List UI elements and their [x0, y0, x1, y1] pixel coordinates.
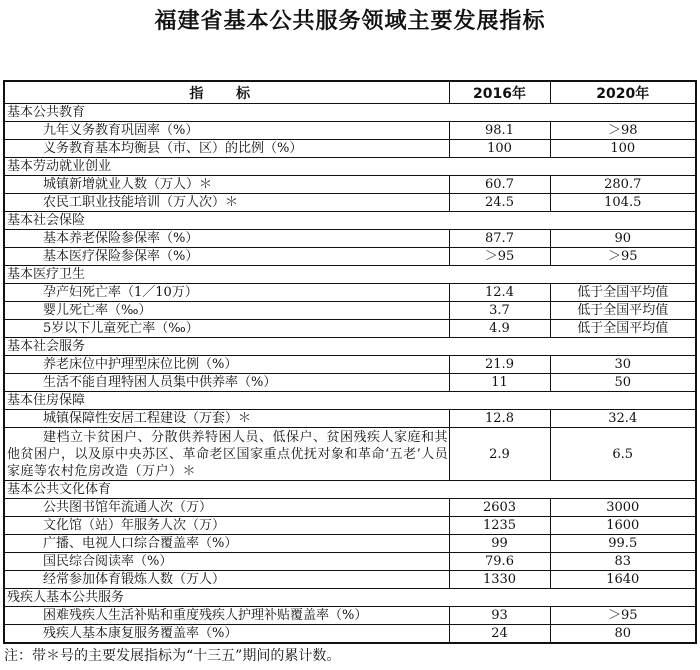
indicator-cell: 义务教育基本均衡县（市、区）的比例（%）: [4, 140, 449, 158]
section-title: 基本住房保障: [4, 392, 696, 410]
table-header-row: [4, 81, 696, 104]
indicator-cell: 婴儿死亡率（‰）: [4, 302, 449, 320]
section-row: [4, 589, 696, 607]
section-title: 基本劳动就业创业: [4, 158, 696, 176]
value-2016-cell: 11: [449, 374, 550, 392]
section-row: [4, 158, 696, 176]
table-row: [4, 140, 696, 158]
value-2016-cell: 12.8: [449, 410, 550, 428]
value-2016-cell: 1330: [449, 571, 550, 589]
indicator-cell: 国民综合阅读率（%）: [4, 553, 449, 571]
indicator-cell: 困难残疾人生活补贴和重度残疾人护理补贴覆盖率（%）: [4, 607, 449, 625]
indicator-cell: 残疾人基本康复服务覆盖率（%）: [4, 625, 449, 644]
value-2016-cell: 24.5: [449, 194, 550, 212]
section-title: 基本公共教育: [4, 104, 696, 122]
indicator-cell: 生活不能自理特困人员集中供养率（%）: [4, 374, 449, 392]
value-2020-cell: ＞95: [550, 248, 696, 266]
header-indicator: 指 标: [4, 81, 449, 104]
value-2020-cell: 83: [550, 553, 696, 571]
value-2016-cell: 93: [449, 607, 550, 625]
value-2016-cell: ＞95: [449, 248, 550, 266]
indicator-cell: 公共图书馆年流通人次（万）: [4, 499, 449, 517]
section-row: [4, 481, 696, 499]
value-2016-cell: 2603: [449, 499, 550, 517]
table-row: [4, 410, 696, 428]
value-2016-cell: 1235: [449, 517, 550, 535]
indicators-table: [3, 80, 697, 644]
value-2020-cell: 3000: [550, 499, 696, 517]
section-row: [4, 212, 696, 230]
table-row: [4, 607, 696, 625]
section-title: 基本公共文化体育: [4, 481, 696, 499]
table-row: [4, 356, 696, 374]
indicator-cell: 5岁以下儿童死亡率（‰）: [4, 320, 449, 338]
value-2020-cell: 80: [550, 625, 696, 644]
section-title: 基本社会保险: [4, 212, 696, 230]
value-2016-cell: 24: [449, 625, 550, 644]
table-row: [4, 284, 696, 302]
table-row: [4, 248, 696, 266]
value-2020-cell: 1600: [550, 517, 696, 535]
indicator-cell: 农民工职业技能培训（万人次）＊: [4, 194, 449, 212]
table-body: [4, 104, 696, 644]
table-row: [4, 428, 696, 481]
value-2020-cell: 90: [550, 230, 696, 248]
section-row: [4, 338, 696, 356]
table-row: [4, 517, 696, 535]
indicator-cell: 城镇保障性安居工程建设（万套）＊: [4, 410, 449, 428]
indicator-cell: 孕产妇死亡率（1／10万）: [4, 284, 449, 302]
section-title: 基本医疗卫生: [4, 266, 696, 284]
value-2016-cell: 99: [449, 535, 550, 553]
value-2016-cell: 3.7: [449, 302, 550, 320]
section-row: [4, 392, 696, 410]
value-2020-cell: 32.4: [550, 410, 696, 428]
value-2020-cell: 99.5: [550, 535, 696, 553]
value-2016-cell: 100: [449, 140, 550, 158]
section-row: [4, 266, 696, 284]
value-2016-cell: 2.9: [449, 428, 550, 481]
value-2016-cell: 79.6: [449, 553, 550, 571]
table-row: [4, 122, 696, 140]
footnote: 注：带＊号的主要发展指标为“十三五”期间的累计数。: [4, 648, 341, 664]
value-2020-cell: ＞95: [550, 607, 696, 625]
value-2020-cell: 6.5: [550, 428, 696, 481]
indicator-cell: 文化馆（站）年服务人次（万）: [4, 517, 449, 535]
table-row: [4, 320, 696, 338]
table-row: [4, 194, 696, 212]
section-title: 基本社会服务: [4, 338, 696, 356]
table-row: [4, 535, 696, 553]
table-row: [4, 571, 696, 589]
value-2020-cell: 280.7: [550, 176, 696, 194]
value-2020-cell: 50: [550, 374, 696, 392]
value-2016-cell: 98.1: [449, 122, 550, 140]
indicator-cell: 九年义务教育巩固率（%）: [4, 122, 449, 140]
indicator-cell: 基本养老保险参保率（%）: [4, 230, 449, 248]
value-2020-cell: 1640: [550, 571, 696, 589]
section-row: [4, 104, 696, 122]
header-2020: 2020年: [550, 81, 696, 104]
header-2016: 2016年: [449, 81, 550, 104]
value-2020-cell: 低于全国平均值: [550, 284, 696, 302]
value-2016-cell: 87.7: [449, 230, 550, 248]
table-row: [4, 553, 696, 571]
value-2016-cell: 4.9: [449, 320, 550, 338]
table-row: [4, 625, 696, 644]
value-2020-cell: ＞98: [550, 122, 696, 140]
value-2020-cell: 低于全国平均值: [550, 302, 696, 320]
table-row: [4, 499, 696, 517]
value-2020-cell: 30: [550, 356, 696, 374]
value-2020-cell: 104.5: [550, 194, 696, 212]
indicator-cell: 建档立卡贫困户、分散供养特困人员、低保户、贫困残疾人家庭和其他贫困户，以及原中央苏区、革命老区国家重点优抚对象和革命‘五老’人员家庭等农村危房改造（万户）＊: [4, 428, 449, 481]
indicator-cell: 基本医疗保险参保率（%）: [4, 248, 449, 266]
document-title: 福建省基本公共服务领域主要发展指标: [154, 9, 546, 34]
table-row: [4, 230, 696, 248]
indicator-cell: 经常参加体育锻炼人数（万人）: [4, 571, 449, 589]
indicator-cell: 养老床位中护理型床位比例（%）: [4, 356, 449, 374]
table-row: [4, 176, 696, 194]
indicator-cell: 城镇新增就业人数（万人）＊: [4, 176, 449, 194]
value-2020-cell: 低于全国平均值: [550, 320, 696, 338]
value-2016-cell: 21.9: [449, 356, 550, 374]
table-row: [4, 374, 696, 392]
section-title: 残疾人基本公共服务: [4, 589, 696, 607]
indicator-cell: 广播、电视人口综合覆盖率（%）: [4, 535, 449, 553]
table-row: [4, 302, 696, 320]
value-2016-cell: 12.4: [449, 284, 550, 302]
value-2016-cell: 60.7: [449, 176, 550, 194]
value-2020-cell: 100: [550, 140, 696, 158]
